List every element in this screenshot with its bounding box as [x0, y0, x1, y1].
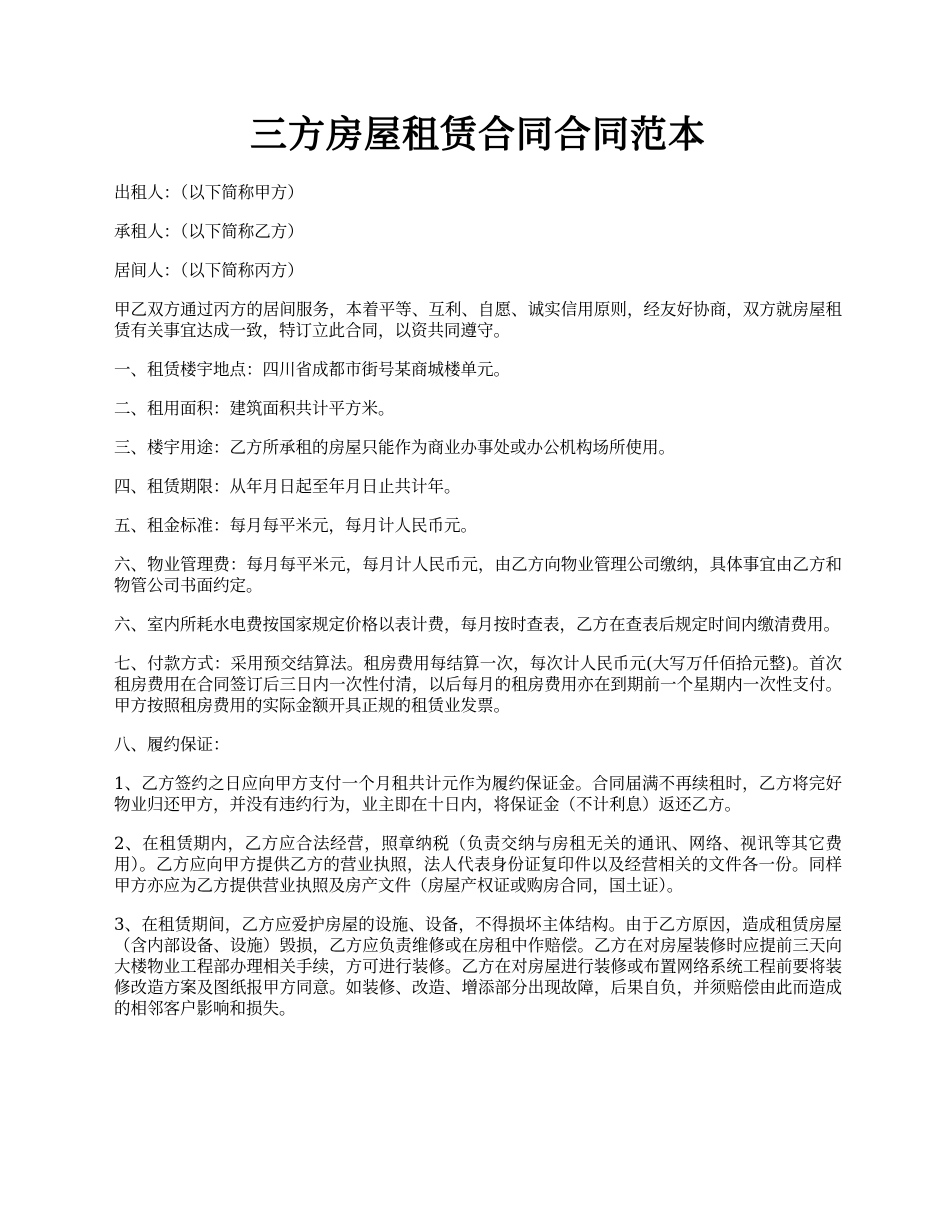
intermediary-line: 居间人：（以下简称丙方）: [114, 261, 304, 280]
guarantee-item-2: 2、在租赁期内，乙方应合法经营，照章纳税（负责交纳与房租无关的通讯、网络、视讯等其它费用）。乙方应向甲方提供乙方的营业执照，法人代表身份证复印件以及经营相关的文件各一份。同样甲方亦应为乙方提供营业执照及房产文件（房屋产权证或购房合同，国土证）。: [114, 834, 842, 895]
clause-usage: 三、楼宇用途：乙方所承租的房屋只能作为商业办事处或办公机构场所使用。: [114, 438, 675, 457]
preamble-paragraph: 甲乙双方通过丙方的居间服务，本着平等、互利、自愿、诚实信用原则，经友好协商，双方就房屋租赁有关事宜达成一致，特订立此合同，以资共同遵守。: [114, 300, 842, 340]
lessee-line: 承租人：（以下简称乙方）: [114, 222, 304, 241]
guarantee-item-1: 1、乙方签约之日应向甲方支付一个月租共计元作为履约保证金。合同届满不再续租时，乙方将完好物业归还甲方，并没有违约行为，业主即在十日内，将保证金（不计利息）返还乙方。: [114, 774, 842, 814]
lessor-line: 出租人：（以下简称甲方）: [114, 183, 304, 202]
clause-location: 一、租赁楼宇地点：四川省成都市街号某商城楼单元。: [114, 360, 510, 379]
clause-utilities: 六、室内所耗水电费按国家规定价格以表计费，每月按时查表，乙方在查表后规定时间内缴清费用。: [114, 615, 840, 634]
guarantee-item-3: 3、在租赁期间，乙方应爱护房屋的设施、设备，不得损坏主体结构。由于乙方原因，造成租赁房屋（含内部设备、设施）毁损，乙方应负责维修或在房租中作赔偿。乙方在对房屋装修时应提前三天向大楼物业工程部办理相关手续，方可进行装修。乙方在对房屋进行装修或布置网络系统工程前要将装修改造方案及图纸报甲方同意。如装修、改造、增添部分出现故障，后果自负，并须赔偿由此而造成的相邻客户影响和损失。: [114, 915, 842, 1018]
clause-property-fee: 六、物业管理费：每月每平米元，每月计人民币元，由乙方向物业管理公司缴纳，具体事宜由乙方和物管公司书面约定。: [114, 555, 842, 595]
document-title: 三方房屋租赁合同合同范本: [250, 112, 706, 156]
clause-rent: 五、租金标准：每月每平米元，每月计人民币元。: [114, 516, 477, 535]
clause-guarantee-heading: 八、履约保证：: [114, 735, 230, 754]
clause-term: 四、租赁期限：从年月日起至年月日止共计年。: [114, 477, 461, 496]
clause-payment: 七、付款方式：采用预交结算法。租房费用每结算一次，每次计人民币元(大写万仟佰拾元整)。首次租房费用在合同签订后三日内一次性付清，以后每月的租房费用亦在到期前一个星期内一次性支付。甲方按照租房费用的实际金额开具正规的租赁业发票。: [114, 654, 842, 715]
clause-area: 二、租用面积：建筑面积共计平方米。: [114, 399, 395, 418]
